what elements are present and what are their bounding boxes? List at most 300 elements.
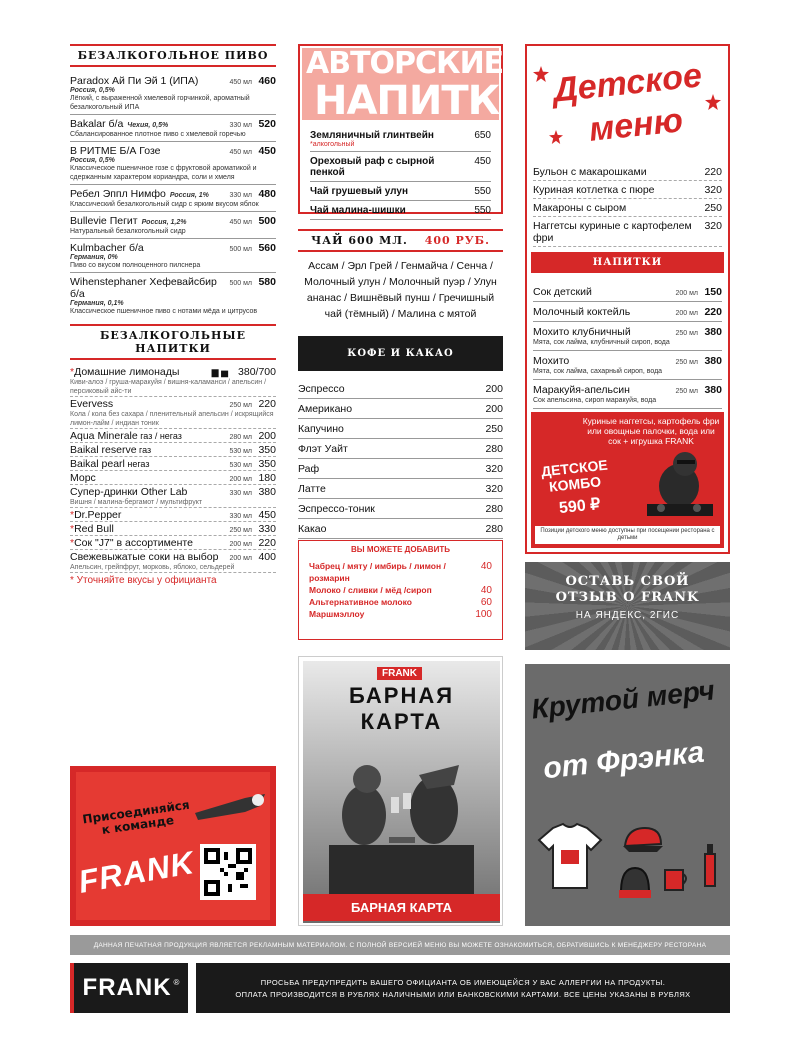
drink-volume: 200 мл	[229, 555, 252, 562]
author-item	[310, 186, 491, 201]
kids-name: Наггетсы куриные с картофелем фри	[533, 220, 692, 244]
coffee-divider	[298, 518, 503, 519]
coffee-price: 250	[485, 423, 503, 435]
footer-payment-line: ОПЛАТА ПРОИЗВОДИТСЯ В РУБЛЯХ НАЛИЧНЫМИ ИЛИ БАНКОВСКИМИ КАРТАМИ. ВСЕ ЦЕНЫ УКАЗАНЫ В РУБЛЯХ	[235, 989, 691, 999]
drink-price: 180	[258, 472, 276, 484]
beer-item	[70, 145, 276, 185]
kids-drink-divider	[533, 379, 722, 380]
coffee-divider	[298, 498, 503, 499]
beer-divider	[70, 238, 276, 239]
beer-row	[70, 145, 276, 157]
coffee-price: 200	[485, 383, 503, 395]
kids-drink-name: Маракуйя-апельсин	[533, 384, 630, 396]
author-row	[310, 186, 491, 197]
bar-card-title2: КАРТА	[360, 709, 443, 734]
kids-item	[533, 202, 722, 217]
coffee-name: Эспрессо	[298, 383, 345, 395]
kids-drinks-list	[533, 286, 722, 413]
beer-price: 450	[258, 145, 276, 157]
drink-price: 330	[258, 523, 276, 535]
star-icon	[533, 66, 549, 82]
kids-name: Бульон с макарошками	[533, 166, 647, 178]
author-title-area	[302, 46, 532, 124]
asterisk-mark: *	[70, 537, 75, 549]
kids-drink-volume: 200 мл	[675, 310, 698, 317]
drink-row	[70, 366, 276, 378]
beer-origin: Россия, 0,5%	[70, 87, 115, 94]
drink-item	[70, 472, 276, 485]
beer-volume: 500 мл	[229, 246, 252, 253]
kids-row	[533, 184, 722, 196]
kids-drink-volume: 250 мл	[675, 330, 698, 337]
drink-divider	[70, 484, 276, 485]
drink-name: Evervess	[70, 398, 114, 410]
drink-name-wrap	[70, 509, 226, 521]
author-name: Чай грушевый улун	[310, 186, 408, 197]
beer-row	[70, 276, 276, 300]
beer-description: Классическое пшеничное гозе с фруктовой ароматикой и сдержанным характером кориандра, соли и хмеля	[70, 165, 257, 181]
beer-price: 560	[258, 242, 276, 254]
coffee-divider	[298, 478, 503, 479]
coffee-item	[298, 503, 503, 519]
coffee-name: Американо	[298, 403, 353, 415]
author-item	[310, 205, 491, 220]
kids-drink-description: Мята, сок лайма, клубничный сироп, вода	[533, 339, 670, 346]
drink-suffix: газ / негаз	[137, 431, 182, 441]
dino-dj-illustration	[639, 450, 721, 520]
beer-name: Bakalar б/а	[70, 118, 124, 130]
author-note: *алкогольный	[310, 141, 355, 148]
star-icon	[549, 130, 563, 144]
merch-title2: от Фрэнка	[541, 735, 706, 786]
drink-price: 200	[258, 430, 276, 442]
beer-description: Лёгкий, с выраженной хмелевой горчинкой, ароматный безалкогольный ИПА	[70, 95, 250, 111]
addon-price: 60	[480, 597, 492, 608]
drink-name: Aqua Minerale	[70, 430, 138, 442]
addon-row	[309, 584, 492, 596]
drink-divider	[70, 521, 276, 522]
drink-divider	[70, 396, 276, 397]
drink-divider	[70, 507, 276, 508]
author-divider	[310, 219, 491, 220]
kids-name: Куриная котлетка с пюре	[533, 184, 655, 196]
beer-description: Классическое пшеничное пиво с нотами мёда и цитрусов	[70, 308, 258, 315]
drink-item	[70, 537, 276, 550]
addon-item	[309, 608, 492, 620]
kids-name: Макароны с сыром	[533, 202, 627, 214]
drink-divider	[70, 442, 276, 443]
drink-item	[70, 366, 276, 397]
drink-divider	[70, 535, 276, 536]
kids-drink-row	[533, 384, 722, 396]
combo-price: 590 ₽	[558, 495, 602, 518]
bar-card-brand: FRANK	[377, 667, 422, 680]
beer-item	[70, 188, 276, 212]
beer-row	[70, 215, 276, 227]
drink-row	[70, 509, 276, 521]
beer-origin: Чехия, 0,5%	[127, 122, 169, 129]
kids-drink-name: Мохито клубничный	[533, 326, 631, 338]
asterisk-mark: *	[70, 366, 75, 378]
drink-name-wrap	[70, 398, 226, 410]
beer-origin: Россия, 0,5%	[70, 157, 115, 164]
kids-drink-divider	[533, 350, 722, 351]
author-divider	[310, 200, 491, 201]
drink-item	[70, 444, 276, 457]
drink-volume: 250 мл	[229, 527, 252, 534]
beer-description: Классический безалкогольный сидр с ярким вкусом яблок	[70, 201, 259, 208]
kids-divider	[533, 180, 722, 181]
drink-name-wrap	[70, 366, 212, 378]
beer-list	[70, 75, 276, 316]
beer-row	[70, 242, 276, 254]
drink-divider	[70, 428, 276, 429]
coffee-name: Латте	[298, 483, 326, 495]
kids-price: 320	[704, 220, 722, 232]
addon-row	[309, 560, 492, 584]
drink-description: Вишня / малина-бергамот / мультифрукт	[70, 499, 203, 506]
coffee-name: Какао	[298, 523, 327, 535]
footer-info	[196, 963, 730, 1013]
drinks-list	[70, 366, 276, 573]
author-title-line2: НАПИТКИ	[314, 78, 532, 124]
kids-item	[533, 166, 722, 181]
author-row	[310, 205, 491, 216]
kids-drinks-header: НАПИТКИ	[531, 252, 724, 273]
promo-caption: Присоединяйся к команде	[81, 797, 191, 837]
author-price: 550	[474, 186, 491, 197]
drink-name: Baikal reserve	[70, 444, 137, 456]
kids-price: 250	[704, 202, 722, 214]
star-icon	[705, 94, 721, 110]
beer-row	[70, 188, 276, 200]
kids-drink-price: 380	[704, 355, 722, 367]
beer-name: Kulmbacher б/а	[70, 242, 144, 254]
beer-divider	[70, 114, 276, 115]
beer-name: Paradox Ай Пи Эй 1 (ИПА)	[70, 75, 199, 87]
footer-logo-text: FRANK	[82, 974, 172, 1001]
footer-allergy-line: ПРОСЬБА ПРЕДУПРЕДИТЬ ВАШЕГО ОФИЦИАНТА ОБ ИМЕЮЩЕЙСЯ У ВАС АЛЛЕРГИИ НА ПРОДУКТЫ.	[260, 977, 666, 987]
author-name: Чай малина-шишки	[310, 205, 406, 216]
beer-volume: 330 мл	[229, 122, 252, 129]
kids-drink-divider	[533, 301, 722, 302]
hand-icon	[190, 788, 270, 828]
drink-name: Baikal pearl	[70, 458, 125, 470]
beer-name: Wihenstephaner Хефевайсбир б/а	[70, 276, 217, 300]
drink-item	[70, 486, 276, 508]
bar-card-title1: БАРНАЯ	[348, 683, 455, 708]
drink-name: Морс	[70, 472, 96, 484]
merch-banner	[525, 664, 730, 926]
kids-price: 220	[704, 166, 722, 178]
author-item	[310, 130, 491, 152]
beer-section-header: БЕЗАЛКОГОЛЬНОЕ ПИВО	[70, 44, 276, 67]
kids-drink-divider	[533, 408, 722, 409]
flavors-note: * Уточняйте вкусы у официанта	[70, 575, 217, 586]
merch-cap-icon	[621, 824, 665, 854]
coffee-item	[298, 443, 503, 459]
drink-name: Свежевыжатые соки на выбор	[70, 551, 219, 563]
coffee-row	[298, 443, 503, 455]
kids-drink-item	[533, 355, 722, 380]
beer-name: Ребел Эппл Нимфо	[70, 188, 166, 200]
drink-row	[70, 398, 276, 410]
drink-price: 380	[258, 486, 276, 498]
drink-name-wrap	[70, 486, 226, 498]
coffee-divider	[298, 458, 503, 459]
kids-drink-row	[533, 286, 722, 298]
kids-list	[533, 166, 722, 250]
coffee-item	[298, 383, 503, 399]
beer-item	[70, 215, 276, 239]
kids-item	[533, 220, 722, 247]
kids-drink-description: Сок апельсина, сироп маракуйя, вода	[533, 397, 657, 404]
merch-beanie-icon	[615, 862, 655, 902]
drink-price: 220	[258, 398, 276, 410]
kids-item	[533, 184, 722, 199]
kids-drink-volume: 250 мл	[675, 388, 698, 395]
glass-icon: ▆ ▅	[211, 367, 228, 377]
coffee-item	[298, 483, 503, 499]
author-drinks-box	[298, 44, 532, 216]
coffee-price: 280	[485, 503, 503, 515]
promo-brand: FRANK	[75, 844, 198, 900]
addons-list	[309, 560, 492, 620]
beer-divider	[70, 211, 276, 212]
drink-name: Сок "J7" в ассортименте	[74, 537, 193, 549]
beer-name: Bullevie Пегит	[70, 215, 138, 227]
drink-name: Red Bull	[74, 523, 114, 535]
addon-row	[309, 596, 492, 608]
author-name: Земляничный глинтвейн	[310, 130, 434, 141]
drink-volume: 330 мл	[229, 490, 252, 497]
coffee-divider	[298, 438, 503, 439]
merch-bottle-icon	[701, 840, 719, 888]
kids-drink-volume: 250 мл	[675, 359, 698, 366]
beer-price: 480	[258, 188, 276, 200]
beer-name: В РИТМЕ Б/А Гозе	[70, 145, 161, 157]
author-price: 550	[474, 205, 491, 216]
beer-divider	[70, 141, 276, 142]
bar-card-poster[interactable]	[298, 656, 503, 926]
drink-item	[70, 430, 276, 443]
coffee-row	[298, 483, 503, 495]
drink-price: 350	[258, 458, 276, 470]
beer-item	[70, 118, 276, 142]
kids-title-line2: меню	[587, 101, 685, 149]
kids-row	[533, 220, 722, 244]
drink-volume: 530 мл	[229, 448, 252, 455]
drink-item	[70, 509, 276, 522]
beer-divider	[70, 184, 276, 185]
beer-price: 580	[258, 276, 276, 288]
kids-menu-box	[525, 44, 730, 554]
coffee-row	[298, 503, 503, 515]
coffee-item	[298, 523, 503, 539]
column-left	[70, 44, 276, 586]
author-divider	[310, 151, 491, 152]
drink-item	[70, 458, 276, 471]
coffee-divider	[298, 398, 503, 399]
kids-drink-row	[533, 326, 722, 338]
coffee-price: 280	[485, 443, 503, 455]
drink-name-wrap	[70, 551, 226, 563]
drink-name-wrap	[70, 472, 226, 484]
combo-note: Позиции детского меню доступны при посещении ресторана с детьми	[535, 526, 720, 544]
kids-drink-row	[533, 306, 722, 318]
author-name: Ореховый раф с сырной пенкой	[310, 156, 435, 178]
kids-drink-price: 150	[704, 286, 722, 298]
beer-item	[70, 75, 276, 115]
drink-row	[70, 551, 276, 563]
drink-volume: 280 мл	[229, 434, 252, 441]
beer-description: Сбалансированное плотное пиво с хмелевой горечью	[70, 131, 246, 138]
drink-divider	[70, 470, 276, 471]
review-banner[interactable]	[525, 562, 730, 650]
tea-section	[298, 229, 503, 543]
drink-price: 380/700	[238, 366, 276, 378]
addon-price: 40	[480, 561, 492, 572]
drink-divider	[70, 572, 276, 573]
author-price: 650	[474, 130, 491, 141]
beer-divider	[70, 272, 276, 273]
addon-price: 40	[480, 585, 492, 596]
kids-drink-row	[533, 355, 722, 367]
drink-name-wrap	[70, 523, 226, 535]
kids-drink-name: Молочный коктейль	[533, 306, 631, 318]
addon-price: 100	[475, 609, 492, 620]
drink-name-wrap	[70, 537, 226, 549]
coffee-header: КОФЕ И КАКАО	[298, 336, 503, 371]
drink-description: Киви-алоэ / груша-маракуйя / вишня-каламанси / апельсин / персиковый айс-ти	[70, 379, 267, 395]
beer-price: 460	[258, 75, 276, 87]
merch-tshirt-icon	[535, 822, 605, 892]
beer-origin: Россия, 1,2%	[141, 219, 187, 226]
drink-name-wrap	[70, 444, 226, 456]
drink-volume: 330 мл	[229, 513, 252, 520]
author-title-line1: АВТОРСКИЕ	[306, 46, 504, 81]
disclaimer-bar	[70, 935, 730, 955]
drink-name: Супер-дринки Other Lab	[70, 486, 188, 498]
qr-code-icon[interactable]	[200, 844, 256, 900]
beer-price: 520	[258, 118, 276, 130]
drink-name: Домашние лимонады	[74, 366, 180, 378]
drink-volume: 530 мл	[229, 462, 252, 469]
addon-item	[309, 596, 492, 608]
kids-drink-item	[533, 286, 722, 302]
kids-drink-item	[533, 326, 722, 351]
drink-description: Апельсин, грейпфрут, морковь, яблоко, сельдерей	[70, 564, 235, 571]
addon-name: Маршмэллоу	[309, 609, 365, 619]
coffee-price: 320	[485, 483, 503, 495]
kids-divider	[533, 198, 722, 199]
addon-name: Чабрец / мяту / имбирь / лимон / розмарин	[309, 561, 446, 583]
beer-row	[70, 118, 276, 130]
combo-title1: ДЕТСКОЕ	[540, 456, 609, 480]
kids-combo-promo	[531, 412, 724, 548]
asterisk-mark: *	[70, 523, 75, 535]
combo-description: Куриные наггетсы, картофель фри или овощные палочки, вода или сок + игрушка FRANK	[582, 416, 720, 446]
beer-volume: 450 мл	[229, 79, 252, 86]
kids-drink-price: 380	[704, 384, 722, 396]
drink-volume: 200 мл	[229, 541, 252, 548]
kids-title-line1: Детское	[551, 56, 704, 110]
kids-drink-name: Мохито	[533, 355, 570, 367]
addon-name: Альтернативное молоко	[309, 597, 412, 607]
kids-row	[533, 202, 722, 214]
coffee-row	[298, 403, 503, 415]
author-row	[310, 156, 491, 178]
beer-volume: 500 мл	[229, 280, 252, 287]
coffee-name: Капучино	[298, 423, 344, 435]
drink-price: 400	[258, 551, 276, 563]
combo-title2: КОМБО	[548, 473, 602, 495]
review-line1: ОСТАВЬ СВОЙ	[565, 574, 690, 589]
drink-volume: 200 мл	[229, 476, 252, 483]
drinks-section-header: БЕЗАЛКОГОЛЬНЫЕ НАПИТКИ	[70, 324, 276, 360]
coffee-name: Эспрессо-тоник	[298, 503, 375, 515]
coffee-divider	[298, 418, 503, 419]
footer-logo-mark: ®	[173, 977, 180, 987]
coffee-row	[298, 523, 503, 535]
drink-name: Dr.Pepper	[74, 509, 122, 521]
drink-divider	[70, 549, 276, 550]
beer-description: Натуральный безалкогольный сидр	[70, 228, 186, 235]
kids-drink-volume: 200 мл	[675, 290, 698, 297]
kids-drink-divider	[533, 321, 722, 322]
join-team-promo	[70, 766, 276, 926]
dinosaurs-toast-illustration	[319, 745, 484, 895]
drink-row	[70, 458, 276, 470]
drink-suffix: газ	[136, 445, 152, 455]
drink-row	[70, 472, 276, 484]
review-line3: НА ЯНДЕКС, 2ГИС	[575, 610, 680, 621]
tea-list: Ассам / Эрл Грей / Генмайча / Сенча / Молочный улун / Молочный пуэр / Улун ананас / Вишнёвый пунш / Гречишный чай (тёмный) / Малина с мятой	[304, 260, 497, 320]
review-line2: ОТЗЫВ О FRANK	[555, 590, 700, 605]
merch-cup-icon	[661, 864, 691, 894]
addon-row	[309, 608, 492, 620]
disclaimer-text: ДАННАЯ ПЕЧАТНАЯ ПРОДУКЦИЯ ЯВЛЯЕТСЯ РЕКЛАМНЫМ МАТЕРИАЛОМ. С ПОЛНОЙ ВЕРСИЕЙ МЕНЮ ВЫ МОЖЕТЕ ОЗНАКОМИТЬСЯ, ОБРАТИВШИСЬ К МЕНЕДЖЕРУ РЕСТОРАНА	[93, 941, 707, 949]
drink-item	[70, 551, 276, 573]
coffee-item	[298, 403, 503, 419]
drink-row	[70, 537, 276, 549]
drink-price: 350	[258, 444, 276, 456]
beer-price: 500	[258, 215, 276, 227]
kids-row	[533, 166, 722, 178]
kids-divider	[533, 246, 722, 247]
merch-title1: Крутой мерч	[529, 674, 717, 725]
drink-row	[70, 523, 276, 535]
kids-drink-name: Сок детский	[533, 286, 592, 298]
bar-card-bottom-label: БАРНАЯ КАРТА	[303, 894, 500, 921]
coffee-price: 280	[485, 523, 503, 535]
tea-header	[298, 229, 503, 252]
coffee-row	[298, 463, 503, 475]
coffee-name: Флэт Уайт	[298, 443, 348, 455]
coffee-price: 320	[485, 463, 503, 475]
beer-item	[70, 276, 276, 316]
kids-drink-price: 380	[704, 326, 722, 338]
coffee-name: Раф	[298, 463, 320, 475]
addon-item	[309, 584, 492, 596]
kids-drink-description: Мята, сок лайма, сахарный сироп, вода	[533, 368, 663, 375]
addons-box	[298, 540, 503, 640]
beer-origin: Россия, 1%	[169, 192, 209, 199]
addons-header: ВЫ МОЖЕТЕ ДОБАВИТЬ	[351, 545, 450, 554]
beer-origin: Германия, 0%	[70, 254, 118, 261]
drink-row	[70, 486, 276, 498]
tea-header-label: ЧАЙ 600 МЛ.	[311, 234, 408, 247]
